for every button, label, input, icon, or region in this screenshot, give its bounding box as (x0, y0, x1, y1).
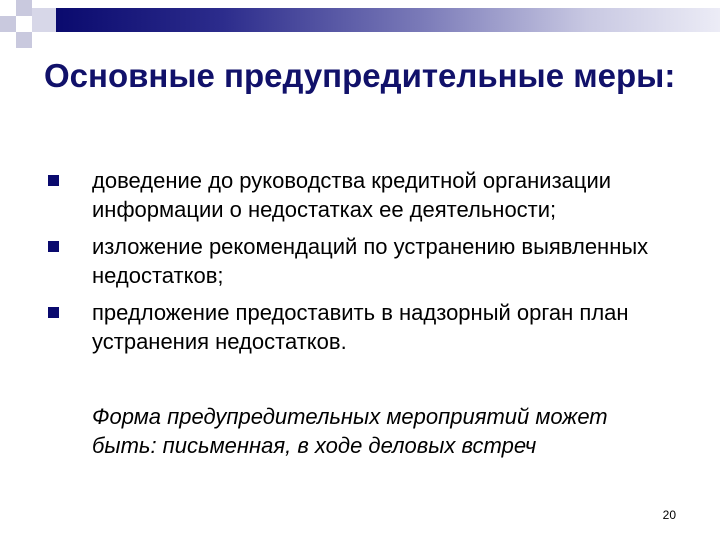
list-item (44, 298, 664, 356)
decor-square (16, 32, 32, 48)
square-bullet-icon (48, 175, 59, 186)
decor-square (16, 0, 32, 16)
bullet-text: доведение до руководства кредитной организации информации о недостатках ее деятельности; (92, 168, 612, 222)
decor-square (32, 8, 56, 32)
decor-square (16, 16, 32, 32)
decor-square (0, 0, 16, 16)
header-gradient-bar (56, 8, 720, 32)
bullet-text: предложение предоставить в надзорный орган план устранения недостатков. (92, 300, 629, 354)
bullet-text: изложение рекомендаций по устранению выявленных недостатков; (92, 234, 649, 288)
note-text: Форма предупредительных мероприятий может быть: письменная, в ходе деловых встреч (92, 404, 608, 458)
list-item (44, 232, 664, 290)
bullet-list (44, 166, 664, 364)
decor-square (0, 16, 16, 32)
square-bullet-icon (48, 241, 59, 252)
page-number: 20 (662, 508, 676, 522)
header-decoration (0, 0, 720, 40)
slide-title: Основные предупредительные меры: (44, 57, 676, 94)
square-bullet-icon (48, 307, 59, 318)
list-item (44, 166, 664, 224)
